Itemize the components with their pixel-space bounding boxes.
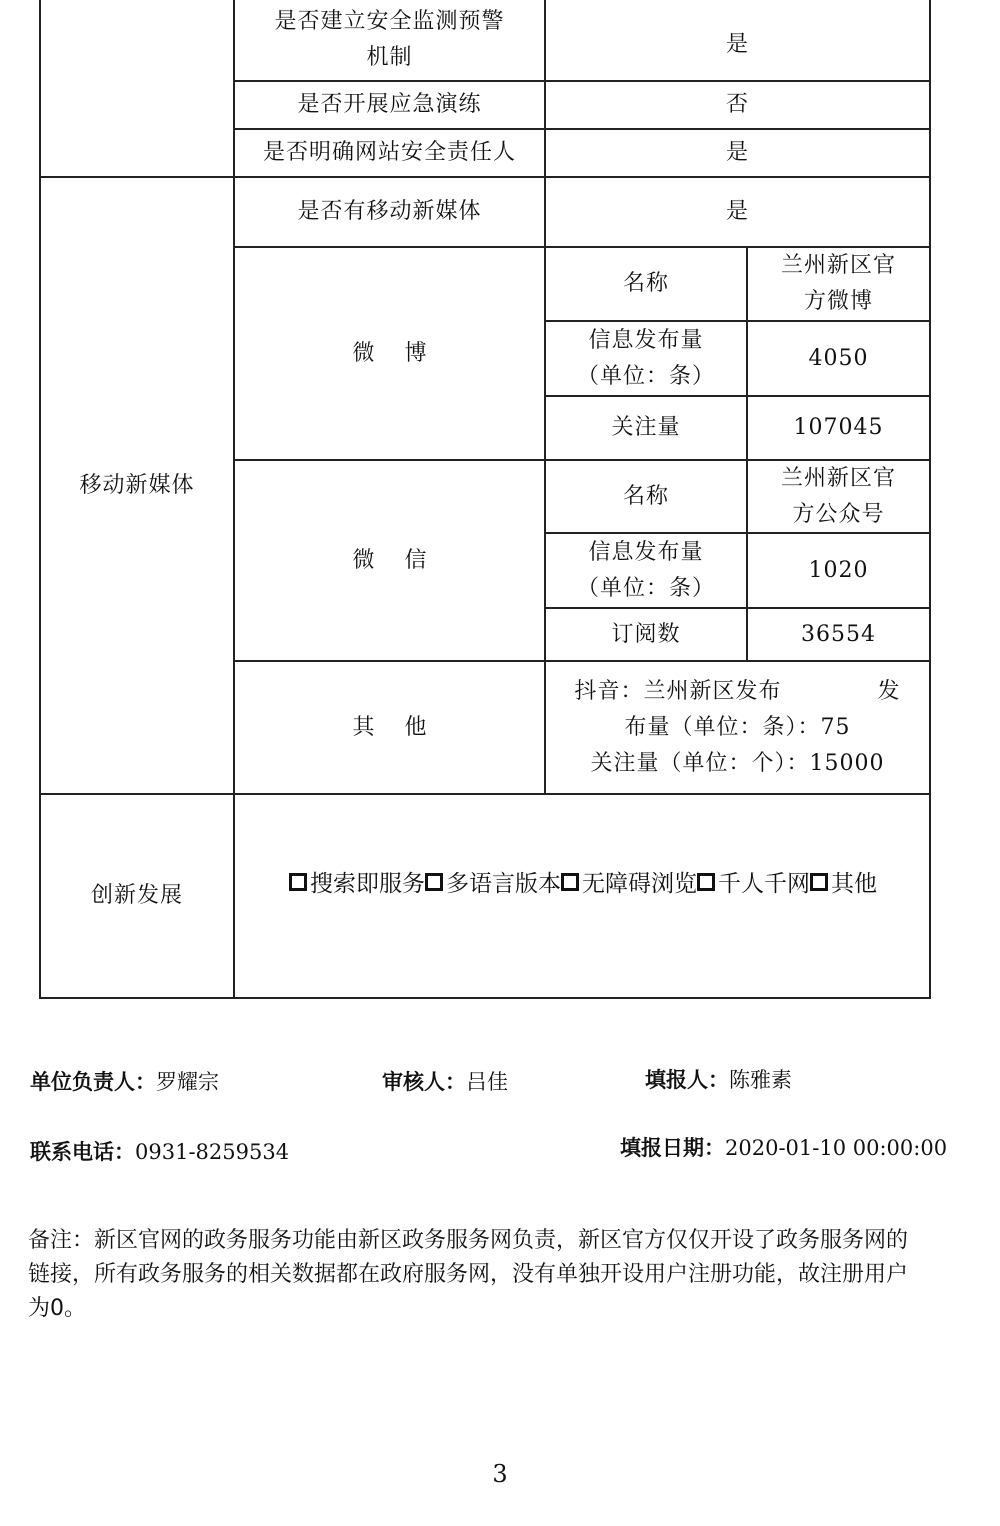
reviewer: 审核人：吕佳 (382, 1070, 508, 1094)
other-line-2: 布量（单位：条）：75 (624, 714, 851, 740)
other-label: 其他 (352, 714, 457, 740)
wechat-name-label: 名称 (622, 483, 669, 509)
filler: 填报人：陈雅素 (645, 1068, 792, 1092)
has-mobile-media-value: 是 (725, 199, 749, 224)
wechat-subscribers-label: 订阅数 (611, 621, 681, 647)
innovation-options (236, 780, 930, 983)
option-accessibility[interactable]: 无障碍浏览 (561, 865, 697, 898)
option-multilingual[interactable]: 多语言版本 (425, 865, 561, 898)
wechat-name-value: 兰州新区官方公众号 (780, 465, 896, 527)
weibo-label: 微博 (352, 340, 457, 366)
option-search-service[interactable]: 搜索即服务 (289, 865, 425, 898)
checkbox-icon[interactable] (697, 873, 715, 891)
drill-label: 是否开展应急演练 (297, 92, 482, 117)
option-other[interactable]: 其他 (810, 865, 877, 898)
weibo-followers-value: 107045 (793, 415, 884, 440)
wechat-subscribers-value: 36554 (801, 621, 876, 647)
drill-value: 否 (725, 92, 749, 117)
mobile-media-section-label: 移动新媒体 (79, 472, 195, 498)
has-mobile-media-label: 是否有移动新媒体 (297, 199, 482, 224)
weibo-posts-label: 信息发布量（单位：条） (576, 327, 715, 389)
monitoring-value: 是 (725, 32, 749, 57)
other-details (546, 662, 929, 793)
wechat-posts-value: 1020 (808, 557, 869, 583)
responsible-value: 是 (725, 140, 749, 165)
page-number: 3 (492, 1460, 508, 1488)
responsible-label: 是否明确网站安全责任人 (262, 140, 516, 165)
innovation-section-label: 创新发展 (90, 883, 183, 908)
weibo-name-value: 兰州新区官方微博 (780, 253, 896, 314)
weibo-posts-value: 4050 (808, 345, 869, 371)
checkbox-icon[interactable] (810, 873, 828, 891)
unit-head: 单位负责人：罗耀宗 (30, 1070, 219, 1094)
checkbox-icon[interactable] (561, 873, 579, 891)
contact-phone: 联系电话：0931-8259534 (30, 1140, 290, 1164)
checkbox-icon[interactable] (425, 873, 443, 891)
remarks-note: 备注：新区官网的政务服务功能由新区政务服务网负责，新区官方仅仅开设了政务服务网的链接，所有政务服务的相关数据都在政府服务网，没有单独开设用户注册功能，故注册用户为0。 (28, 1228, 909, 1321)
weibo-name-label: 名称 (622, 271, 669, 296)
fill-date: 填报日期：2020-01-10 00:00:00 (620, 1136, 948, 1160)
wechat-posts-label: 信息发布量（单位：条） (576, 539, 715, 601)
monitoring-label: 是否建立安全监测预警机制 (274, 9, 505, 70)
checkbox-icon[interactable] (289, 873, 307, 891)
wechat-label: 微信 (352, 547, 457, 573)
option-personalized[interactable]: 千人千网 (697, 865, 810, 898)
weibo-followers-label: 关注量 (611, 415, 681, 440)
other-line-3: 关注量（单位：个）：15000 (590, 750, 885, 776)
other-line-1: 抖音：兰州新区发布 发 (574, 678, 901, 704)
